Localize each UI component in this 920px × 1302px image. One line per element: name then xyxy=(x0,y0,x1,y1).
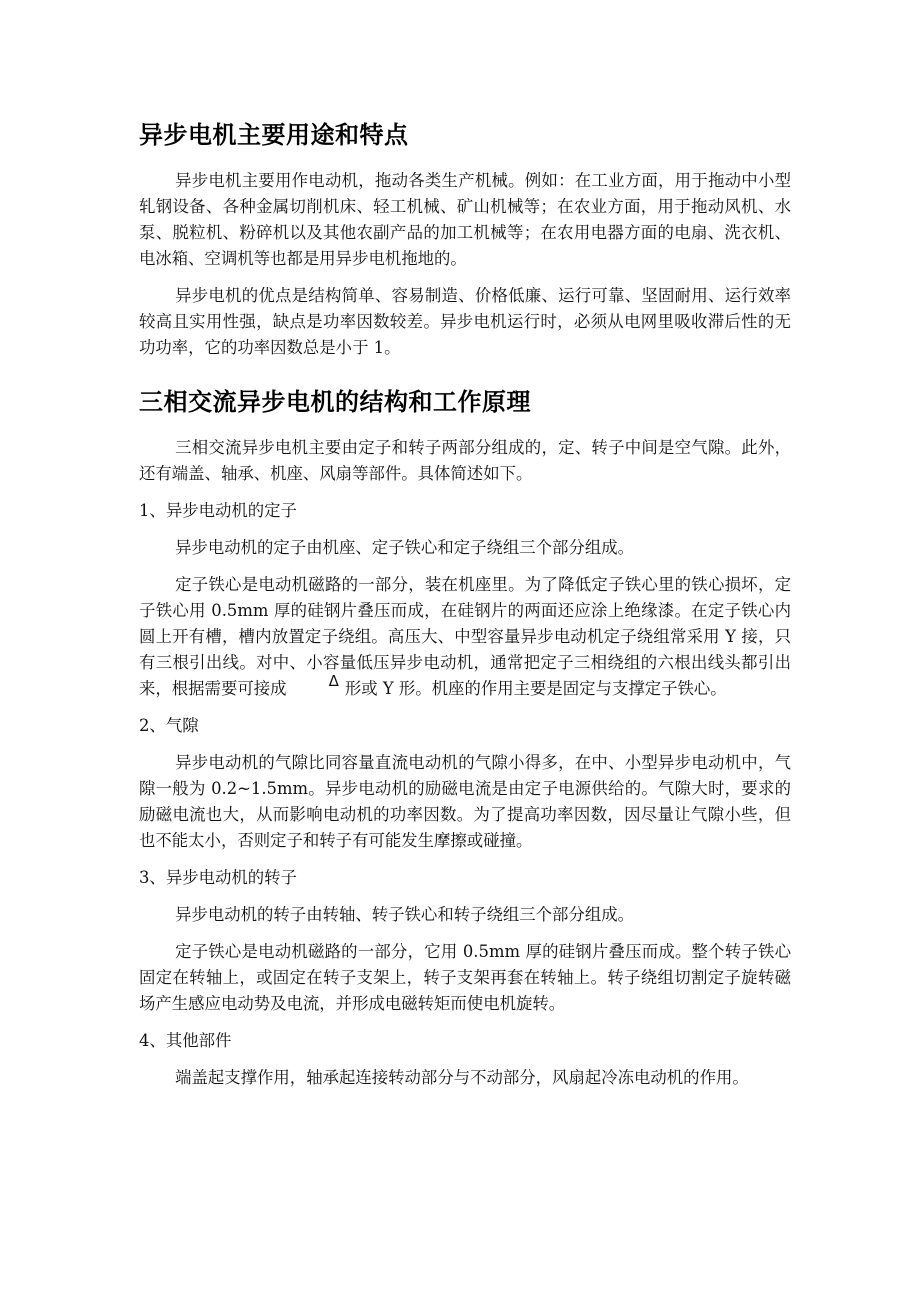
stator-core-text-before: 定子铁心是电动机磁路的一部分，装在机座里。为了降低定子铁心里的铁心损坏，定子铁心用 0.5mm 厚的硅钢片叠压而成，在硅钢片的两面还应涂上绝缘漆。在定子铁心内圆上开有槽，槽内放置定子绕组。高压大、中型容量异步电动机定子绕组常采用 Y 接，只有三根引出线。对中、小容量低压异步电动机，通常把定子三相绕组的六根出线头都引出来，根据需要可接成 xyxy=(139,575,791,698)
stator-core-text-after: 形或 Y 形。机座的作用主要是固定与支撑定子铁心。 xyxy=(344,679,727,698)
paragraph-stator-composition: 异步电动机的定子由机座、定子铁心和定子绕组三个部分组成。 xyxy=(175,538,635,557)
paragraph-uses: 异步电机主要用作电动机，拖动各类生产机械。例如：在工业方面，用于拖动中小型轧钢设备、各种金属切削机床、轻工机械、矿山机械等；在农业方面，用于拖动风机、水泵、脱粒机、粉碎机以及其他农副产品的加工机械等；在农用电器方面的电扇、洗衣机、电冰箱、空调机等也都是用异步电机拖地的。 xyxy=(139,171,791,268)
section-title-structure: 三相交流异步电机的结构和工作原理 xyxy=(139,388,531,416)
subheading-stator: 1、异步电动机的定子 xyxy=(139,501,297,520)
paragraph-rotor-core: 定子铁心是电动机磁路的一部分，它用 0.5mm 厚的硅钢片叠压而成。整个转子铁心固定在转轴上，或固定在转子支架上，转子支架再套在转轴上。转子绕组切割定子旋转磁场产生感应电动势及电流，并形成电磁转矩而使电机旋转。 xyxy=(139,942,791,1013)
paragraph-structure-intro: 三相交流异步电机主要由定子和转子两部分组成的，定、转子中间是空气隙。此外，还有端盖、轴承、机座、风扇等部件。具体简述如下。 xyxy=(139,438,791,483)
subheading-air-gap: 2、气隙 xyxy=(139,716,199,735)
paragraph-air-gap: 异步电动机的气隙比同容量直流电动机的气隙小得多，在中、小型异步电动机中，气隙一般为 0.2~1.5mm。异步电动机的励磁电流是由定子电源供给的。气隙大时，要求的励磁电流也大，从而影响电动机的功率因数。为了提高功率因数，因尽量让气隙小些，但也不能太小，否则定子和转子有可能发生摩擦或碰撞。 xyxy=(139,753,791,850)
paragraph-other-parts: 端盖起支撑作用，轴承起连接转动部分与不动部分，风扇起冷冻电动机的作用。 xyxy=(175,1068,749,1087)
subheading-other-parts: 4、其他部件 xyxy=(139,1031,232,1050)
paragraph-advantages: 异步电机的优点是结构简单、容易制造、价格低廉、运行可靠、坚固耐用、运行效率较高且实用性强，缺点是功率因数较差。异步电机运行时，必须从电网里吸收滞后性的无功功率，它的功率因数总是小于 1。 xyxy=(139,286,791,357)
paragraph-rotor-composition: 异步电动机的转子由转轴、转子铁心和转子绕组三个部分组成。 xyxy=(175,905,635,924)
paragraph-stator-core xyxy=(139,572,791,702)
section-title-uses: 异步电机主要用途和特点 xyxy=(139,121,409,149)
delta-symbol: Δ xyxy=(328,672,339,690)
document-body xyxy=(139,118,791,1102)
subheading-rotor: 3、异步电动机的转子 xyxy=(139,868,297,887)
